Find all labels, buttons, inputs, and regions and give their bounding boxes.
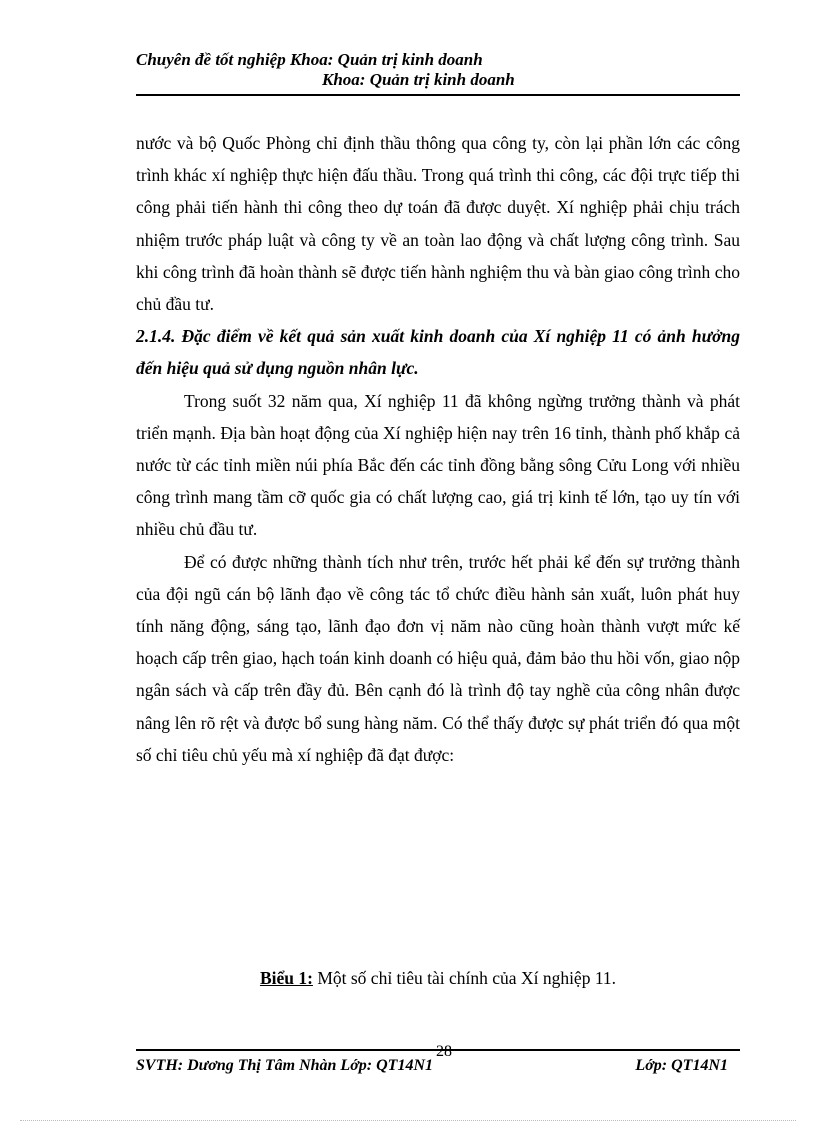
header-line-2: Khoa: Quản trị kinh doanh [322, 70, 515, 89]
paragraph-2: Trong suốt 32 năm qua, Xí nghiệp 11 đã không ngừng trưởng thành và phát triển mạnh. Địa bàn hoạt động của Xí nghiệp hiện nay trên 16 tỉnh, thành phố khắp cả nước từ các tỉnh miền núi phía Bắc đến các tỉnh đồng bằng sông Cửu Long với nhiều công trình mang tầm cỡ quốc gia có chất lượng cao, giá trị kinh tế lớn, tạo uy tín với nhiều chủ đầu tư. [136, 390, 740, 540]
page-number: 28 [436, 1043, 452, 1060]
section-heading: 2.1.4. Đặc điểm về kết quả sản xuất kinh doanh của Xí nghiệp 11 có ảnh hưởng đến hiệu quả sử dụng nguồn nhân lực. [136, 326, 740, 379]
paragraph-1: nước và bộ Quốc Phòng chỉ định thầu thông qua công ty, còn lại phần lớn các công trình khác xí nghiệp thực hiện đấu thầu. Trong quá trình thi công, các đội trực tiếp thi công phải tiến hành thi công theo dự toán đã được duyệt. Xí nghiệp phải chịu trách nhiệm trước pháp luật và công ty về an toàn lao động và chất lượng công trình. Sau khi công trình đã hoàn thành sẽ được tiến hành nghiệm thu và bàn giao công trình cho chủ đầu tư. [136, 133, 740, 315]
footer-class: Lớp: QT14N1 [635, 1057, 728, 1074]
paragraph-3: Để có được những thành tích như trên, trước hết phải kể đến sự trưởng thành của đội ngũ cán bộ lãnh đạo về công tác tổ chức điều hành sản xuất, luôn phát huy tính năng động, sáng tạo, lãnh đạo đơn vị năm nào cũng hoàn thành vượt mức kế hoạch cấp trên giao, hạch toán kinh doanh có hiệu quả, đảm bảo thu hồi vốn, giao nộp ngân sách và cấp trên đầy đủ. Bên cạnh đó là trình độ tay nghề của công nhân được nâng lên rõ rệt và được bổ sung hàng năm. Có thể thấy được sự phát triển đó qua một số chỉ tiêu chủ yếu mà xí nghiệp đã đạt được: [136, 551, 740, 765]
page-bottom-divider [20, 1120, 796, 1121]
table-caption [136, 968, 740, 989]
page-header [136, 48, 740, 96]
header-line-1: Chuyên đề tốt nghiệp Khoa: Quản trị kinh doanh [136, 50, 483, 69]
document-body [136, 127, 740, 771]
caption-text: Một số chỉ tiêu tài chính của Xí nghiệp 11. [312, 968, 617, 988]
footer-author: SVTH: Dương Thị Tâm Nhàn Lớp: QT14N1 [136, 1057, 433, 1074]
caption-label: Biểu 1: [259, 968, 313, 988]
page-footer [136, 1043, 740, 1081]
